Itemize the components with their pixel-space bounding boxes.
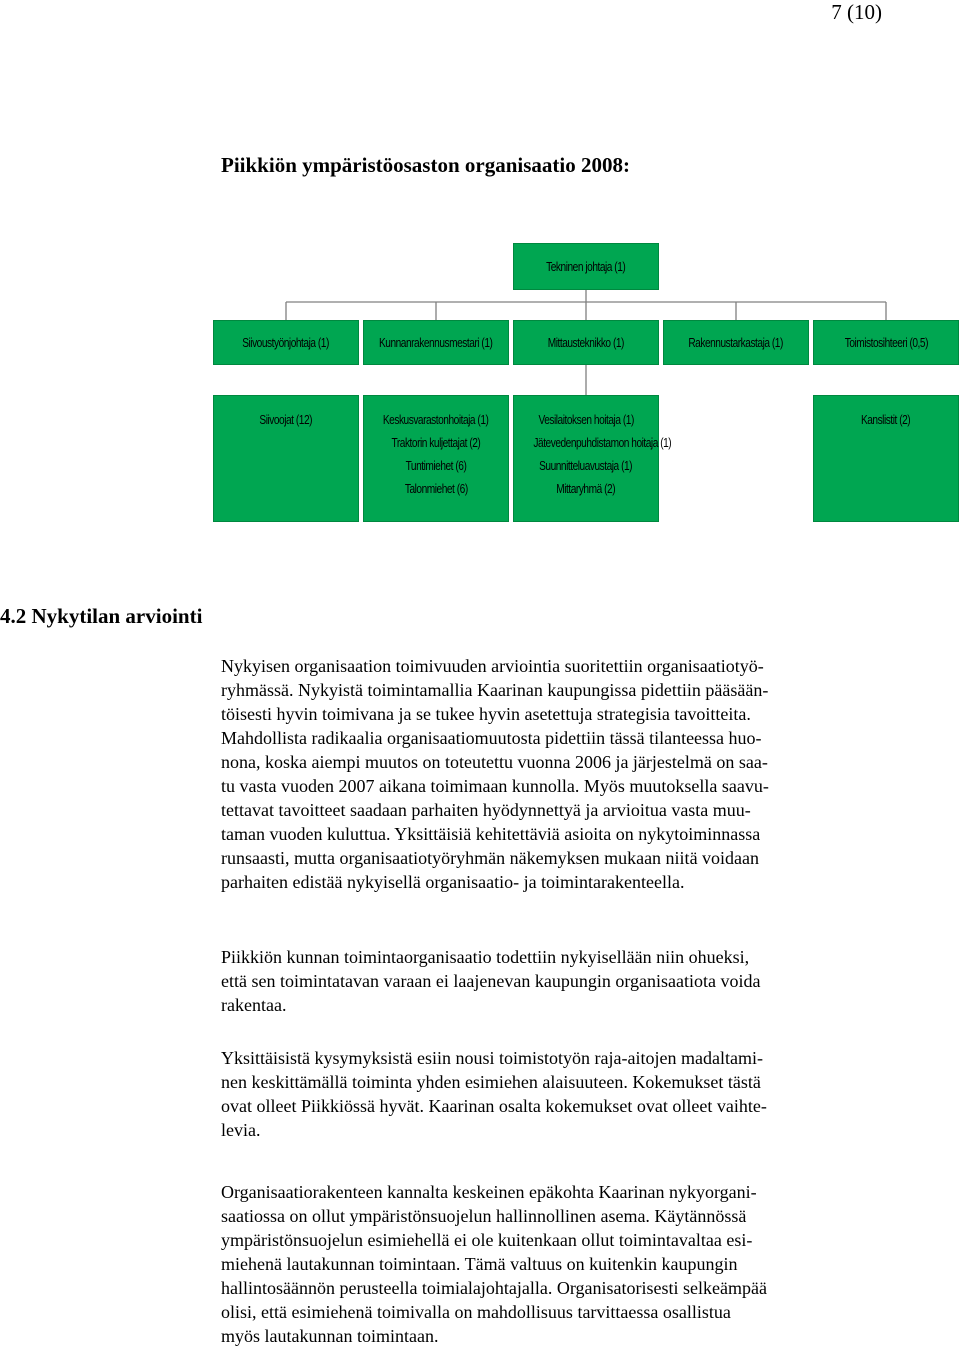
chart-title: Piikkiön ympäristöosaston organisaatio 2008: xyxy=(221,153,630,177)
org-box-kunnanrakennusmestari xyxy=(363,320,509,365)
org-box-label: Traktorin kuljettajat (2) xyxy=(391,435,481,450)
org-box-label: Kanslistit (2) xyxy=(861,412,911,427)
paragraph-4: Organisaatiorakenteen kannalta keskeinen epäkohta Kaarinan nykyorgani- saatiossa on ollut ympäristönsuojelun hallinnollinen asema. Käytännössä ympäristönsuojelun esimiehellä ei ole kuitenkaan ollut toimintavaltaa esi- miehenä lautakunnan toimintaan. Tämä valtuus on kuitenkin kaupungin hallintosäännön perusteella toimialajohtajalla. Organisatorisesti selkeämpää olisi, että esimiehenä toimivalla on mahdollisuus tarvittaessa osallistua myös lautakunnan toimintaan. xyxy=(221,1182,767,1346)
org-box-mittausteknikko xyxy=(513,320,659,365)
org-box-siivoustyonjohtaja xyxy=(213,320,359,365)
org-box-mittaus-staff xyxy=(513,395,672,522)
paragraph-2: Piikkiön kunnan toimintaorganisaatio todettiin nykyisellään niin ohueksi, että sen toimintatavan varaan ei laajenevan kaupungin organisaatiota voida rakentaa. xyxy=(221,947,761,1015)
org-box-label: Tuntimiehet (6) xyxy=(405,458,467,473)
org-box-label: Rakennustarkastaja (1) xyxy=(688,335,784,350)
org-box-label: Mittaryhmä (2) xyxy=(556,481,616,496)
org-chart xyxy=(0,0,960,540)
org-box-label: Tekninen johtaja (1) xyxy=(546,259,626,274)
paragraph-1: Nykyisen organisaation toimivuuden arviointia suoritettiin organisaatiotyö- ryhmässä. Nykyistä toimintamallia Kaarinan kaupungissa pidettiin pääsään- töisesti hyvin toimivana ja se tukee hyvin asetettuja strategisia tavoitteita. Mahdollista radikaalia organisaatiomuutosta pidettiin tässä tilanteessa huo- nona, koska aiempi muutos on toteutettu vuonna 2006 ja järjestelmä on saa- tu vasta vuoden 2007 aikana toimimaan kunnolla. Myös muutoksella saavu- tettavat tavoitteet saadaan parhaiten hyödynnettyä ja arvioitua vasta muu- taman vuoden kuluttua. Yksittäisiä kehitettäviä asioita on nykytoiminnassa runsaasti, mutta organisaatiotyöryhmän näkemyksen mukaan niitä voidaan parhaiten edistää nykyisellä organisaatio- ja toimintarakenteella. xyxy=(221,656,769,892)
paragraph-3: Yksittäisistä kysymyksistä esiin nousi toimistotyön raja-aitojen madaltami- nen keskittämällä toiminta yhden esimiehen alaisuuteen. Kokemukset tästä ovat olleet Piikkiössä hyvät. Kaarinan osalta kokemukset ovat olleet vaihte- levia. xyxy=(221,1048,767,1140)
org-box-label: Mittausteknikko (1) xyxy=(547,335,625,350)
org-box-label: Jätevedenpuhdistamon hoitaja (1) xyxy=(533,435,672,450)
org-box-label: Keskusvarastonhoitaja (1) xyxy=(383,412,489,427)
page-number: 7 (10) xyxy=(831,0,882,24)
org-box-tekninen-johtaja xyxy=(513,243,659,290)
org-box-label: Vesilaitoksen hoitaja (1) xyxy=(538,412,634,427)
section-heading: 4.2 Nykytilan arviointi xyxy=(0,604,203,628)
org-box-label: Talonmiehet (6) xyxy=(404,481,468,496)
org-box-siivoojat xyxy=(213,395,359,522)
org-box-label: Toimistosihteeri (0,5) xyxy=(844,335,928,350)
org-box-kunnanrakennus-staff xyxy=(363,395,509,522)
org-box-rakennustarkastaja xyxy=(663,320,809,365)
org-box-kanslistit xyxy=(813,395,959,522)
org-box-label: Kunnanrakennusmestari (1) xyxy=(379,335,493,350)
org-box-toimistosihteeri xyxy=(813,320,959,365)
org-box-label: Suunnitteluavustaja (1) xyxy=(539,458,633,473)
org-box-label: Siivoojat (12) xyxy=(259,412,313,427)
org-box-label: Siivoustyönjohtaja (1) xyxy=(242,335,330,350)
